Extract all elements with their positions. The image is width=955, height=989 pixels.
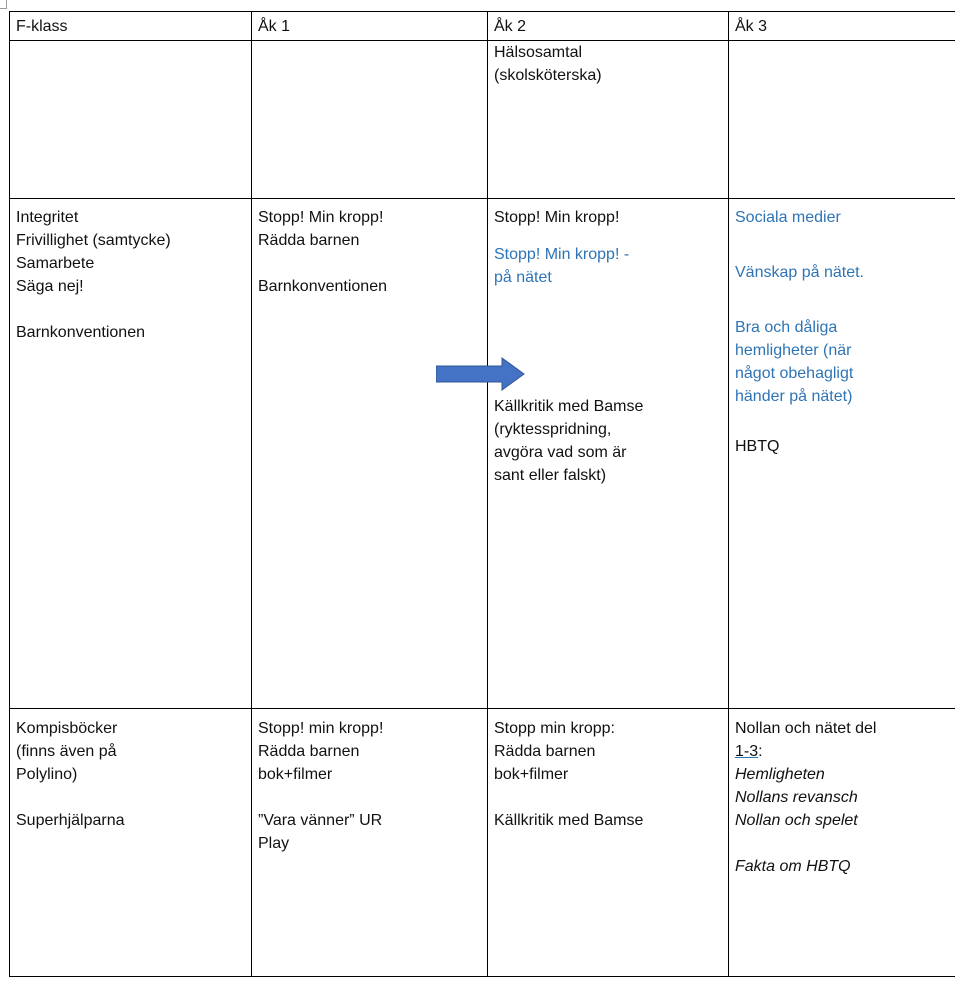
- cell-text: Play: [258, 835, 290, 852]
- cell-text: sant eller falskt): [494, 467, 607, 484]
- cell-text: Hälsosamtal: [494, 44, 583, 61]
- header-cell-ak2: [488, 12, 729, 41]
- cell-text: Samarbete: [16, 255, 95, 272]
- table-row: [10, 709, 955, 977]
- table-cell: [488, 709, 729, 977]
- header-cell-ak1: [252, 12, 488, 41]
- cell-text: avgöra vad som är: [494, 444, 627, 461]
- table-cell: [10, 199, 252, 709]
- table-header-row: [10, 12, 955, 41]
- cell-text: HBTQ: [735, 438, 780, 455]
- cell-text: Integritet: [16, 209, 79, 226]
- cell-text-blue: Vänskap på nätet.: [735, 264, 864, 281]
- cell-text: Stopp! min kropp!: [258, 720, 384, 737]
- cell-text-range: [735, 740, 955, 763]
- table-cell: [252, 41, 488, 199]
- cell-text: Rädda barnen: [494, 743, 596, 760]
- cell-text-blue: Sociala medier: [735, 209, 841, 226]
- table-cell: [729, 199, 955, 709]
- table-cell: [10, 709, 252, 977]
- cell-text: Stopp! Min kropp!: [494, 209, 620, 226]
- header-cell-f-klass: [10, 12, 252, 41]
- page-corner-mark: [0, 0, 7, 9]
- cell-text: Stopp! Min kropp!: [258, 209, 384, 226]
- table-row: [10, 199, 955, 709]
- cell-text-italic: Nollan och spelet: [735, 812, 858, 829]
- cell-text: Rädda barnen: [258, 743, 360, 760]
- colon-text: :: [758, 743, 763, 760]
- table-cell: [729, 709, 955, 977]
- table-cell: [252, 199, 488, 709]
- table-cell: [252, 709, 488, 977]
- cell-text-italic: Fakta om HBTQ: [735, 858, 851, 875]
- cell-text-blue: Stopp! Min kropp! -: [494, 246, 630, 263]
- table-cell: [10, 41, 252, 199]
- header-label: F-klass: [16, 18, 68, 35]
- table-cell: [488, 41, 729, 199]
- header-cell-ak3: [729, 12, 955, 41]
- cell-text: Rädda barnen: [258, 232, 360, 249]
- table-row: [10, 41, 955, 199]
- cell-text: Källkritik med Bamse: [494, 398, 644, 415]
- cell-text: (ryktesspridning,: [494, 421, 612, 438]
- cell-text: (skolsköterska): [494, 67, 602, 84]
- range-text: 1-3: [735, 743, 759, 760]
- header-label: Åk 2: [494, 18, 527, 35]
- header-label: Åk 3: [735, 18, 768, 35]
- cell-text: Frivillighet (samtycke): [16, 232, 171, 249]
- cell-text: ”Vara vänner” UR: [258, 812, 383, 829]
- table-cell: [729, 41, 955, 199]
- cell-text-blue: Bra och dåliga: [735, 319, 838, 336]
- cell-text: Säga nej!: [16, 278, 84, 295]
- cell-text: (finns även på: [16, 743, 117, 760]
- right-arrow-icon: [436, 356, 526, 392]
- cell-text-blue: på nätet: [494, 269, 552, 286]
- cell-text: bok+filmer: [258, 766, 333, 783]
- cell-text: Barnkonventionen: [16, 324, 145, 341]
- cell-text-blue: händer på nätet): [735, 388, 853, 405]
- cell-text-italic: Hemligheten: [735, 766, 825, 783]
- cell-text-blue: något obehagligt: [735, 365, 854, 382]
- cell-text: Barnkonventionen: [258, 278, 387, 295]
- cell-text: Stopp min kropp:: [494, 720, 615, 737]
- cell-text-blue: hemligheter (när: [735, 342, 852, 359]
- table-cell: [488, 199, 729, 709]
- cell-text-italic: Nollans revansch: [735, 789, 858, 806]
- curriculum-table: [9, 11, 955, 977]
- cell-text: Kompisböcker: [16, 720, 118, 737]
- cell-text: Källkritik med Bamse: [494, 812, 644, 829]
- cell-text: Polylino): [16, 766, 78, 783]
- cell-text: Superhjälparna: [16, 812, 125, 829]
- cell-text: Nollan och nätet del: [735, 720, 877, 737]
- header-label: Åk 1: [258, 18, 291, 35]
- cell-text: bok+filmer: [494, 766, 569, 783]
